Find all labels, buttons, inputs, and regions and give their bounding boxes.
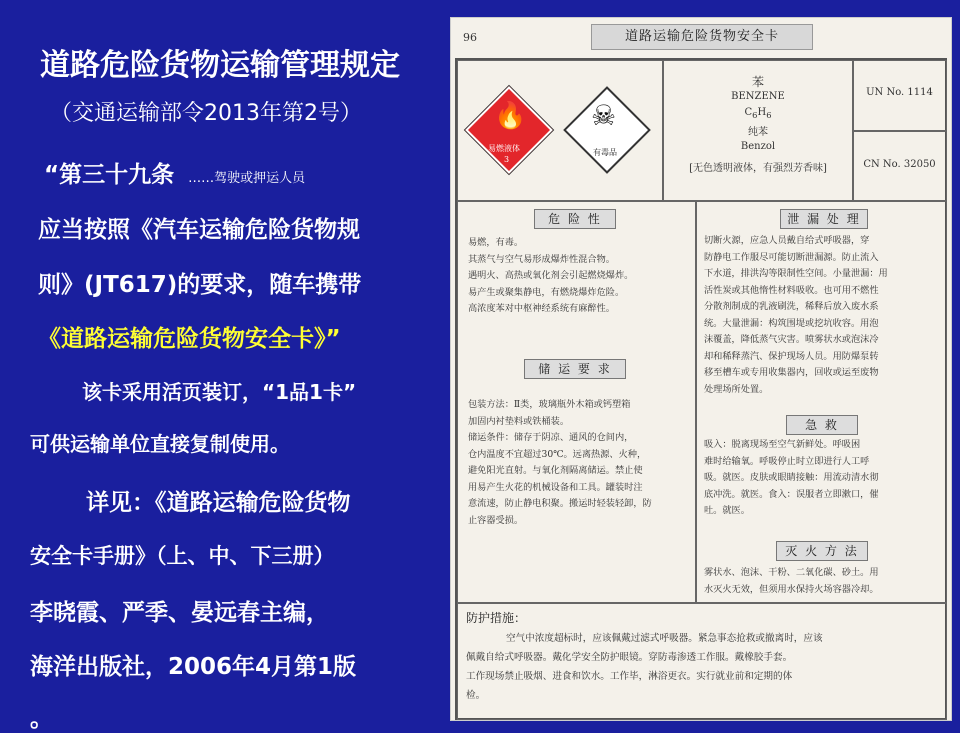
slide-subtitle: （交通运输部令2013年第2号） bbox=[50, 101, 362, 126]
safety-card-name: 《道路运输危险货物安全卡》” bbox=[38, 326, 341, 352]
trailing-mark: 。 bbox=[30, 706, 53, 732]
fire-heading: 灭 火 方 法 bbox=[776, 541, 868, 561]
first-aid-text: 吸入：脱离现场至空气新鲜处。呼吸困 难时给输氧。呼吸停止时立即进行人工呼 吸。就医。皮肤或眼睛接触：用流动清水彻 底冲洗。就医。食入：误服者立即漱口，催 吐。就医。 bbox=[704, 439, 879, 516]
leak-text: 切断火源，应急人员戴自给式呼吸器，穿 防静电工作服尽可能切断泄漏源。防止流入 下水道，排洪沟等限制性空间。小量泄漏：用 活性炭或其他惰性材料吸收。也可用不燃性 分散剂制成的乳液刷洗，稀释后放入废水系 统。大量泄漏：构筑围堤或挖坑收容。用泡 沫覆盖，降低蒸气灾害。喷雾状水或泡沫冷 却和稀释蒸汽、保护现场人员。用防爆泵转 移至槽车或专用收集器内，回收或运至废物 处理场所处置。 bbox=[704, 235, 888, 395]
article-number: “第三十九条 bbox=[44, 162, 175, 188]
substance-name-en: BENZENE bbox=[731, 91, 785, 102]
hazard-heading: 危 险 性 bbox=[534, 209, 616, 229]
card-title: 道路运输危险货物安全卡 bbox=[591, 24, 813, 50]
substance-name-cn: 苯 bbox=[751, 75, 764, 89]
toxic-label: 有毒品 bbox=[593, 148, 617, 157]
safety-card-image bbox=[451, 18, 951, 720]
storage-heading: 储 运 要 求 bbox=[524, 359, 626, 379]
un-number: UN No. 1114 bbox=[866, 87, 933, 98]
class-number: 3 bbox=[504, 155, 510, 164]
editors-line: 李晓霞、严季、晏远春主编， bbox=[30, 600, 329, 626]
first-aid-heading: 急 救 bbox=[786, 415, 858, 435]
protection-text: 空气中浓度超标时，应该佩戴过滤式呼吸器。紧急事态抢救或撤离时，应该 佩戴自给式呼吸器。戴化学安全防护眼镜。穿防毒渗透工作服。戴橡胶手套。 工作现场禁止吸烟、进食和饮水。工作毕，淋浴更衣。实行就业前和定期的体 检。 bbox=[466, 633, 823, 701]
un-number-box bbox=[852, 60, 947, 132]
substance-alias-cn: 纯苯 bbox=[748, 127, 768, 138]
leak-heading: 泄 漏 处 理 bbox=[780, 209, 868, 229]
article-line-2: 应当按照《汽车运输危险货物规 bbox=[38, 217, 360, 243]
left-column bbox=[457, 200, 697, 604]
cn-number-box bbox=[852, 130, 947, 202]
reference-line-1: 详见：《道路运输危险货物 bbox=[86, 490, 351, 516]
article-text-start: ……驾驶或押运人员 bbox=[188, 171, 306, 186]
protection-box bbox=[457, 602, 947, 720]
substance-box bbox=[662, 60, 854, 202]
substance-formula: $C_6H_6$ bbox=[744, 107, 772, 120]
slide-text-panel bbox=[0, 0, 450, 732]
flame-icon: 🔥 bbox=[494, 101, 527, 131]
slide-title: 道路危险货物运输管理规定 bbox=[40, 48, 400, 83]
cn-number: CN No. 32050 bbox=[863, 159, 936, 170]
right-column bbox=[695, 200, 947, 604]
card-frame bbox=[455, 58, 947, 720]
publisher-line: 海洋出版社，2006年4月第1版 bbox=[30, 654, 357, 680]
pictogram-area bbox=[457, 60, 664, 202]
flammable-label: 易燃液体 bbox=[488, 144, 520, 153]
protection-heading: 防护措施： bbox=[466, 611, 527, 625]
skull-icon: ☠ bbox=[591, 99, 617, 132]
article-line-3: 则》(JT617)的要求，随车携带 bbox=[38, 272, 362, 298]
page-number: 96 bbox=[463, 31, 477, 44]
substance-alias-en: Benzol bbox=[740, 141, 776, 152]
hazard-text: 易燃，有毒。 其蒸气与空气易形成爆炸性混合物。 遇明火、高热或氧化剂会引起燃烧爆炸。 易产生或聚集静电，有燃烧爆炸危险。 高浓度苯对中枢神经系统有麻醉性。 bbox=[468, 237, 634, 314]
storage-text: 包装方法：Ⅱ类，玻璃瓶外木箱或钙塑箱 加固内衬垫料或铁桶装。 储运条件：储存于阴凉、通风的仓间内， 仓内温度不宜超过30℃。远离热源、火种， 避免阳光直射。与氧化剂隔离储运。禁止使 用易产生火花的机械设备和工具。罐装时注 意流速，防止静电积聚。搬运时轻装轻卸，防 止容器受损。 bbox=[468, 399, 652, 526]
substance-description: [无色透明液体，有强烈芳香味] bbox=[689, 163, 827, 174]
fire-text: 雾状水、泡沫、干粉、二氧化碳、砂土。用 水灭火无效，但须用水保持火场容器冷却。 bbox=[704, 567, 879, 595]
article-heading bbox=[44, 156, 305, 189]
copy-note: 可供运输单位直接复制使用。 bbox=[30, 432, 290, 456]
binding-note: 该卡采用活页装订，“1品1卡” bbox=[82, 380, 357, 404]
reference-line-2: 安全卡手册》（上、中、下三册） bbox=[30, 544, 335, 568]
